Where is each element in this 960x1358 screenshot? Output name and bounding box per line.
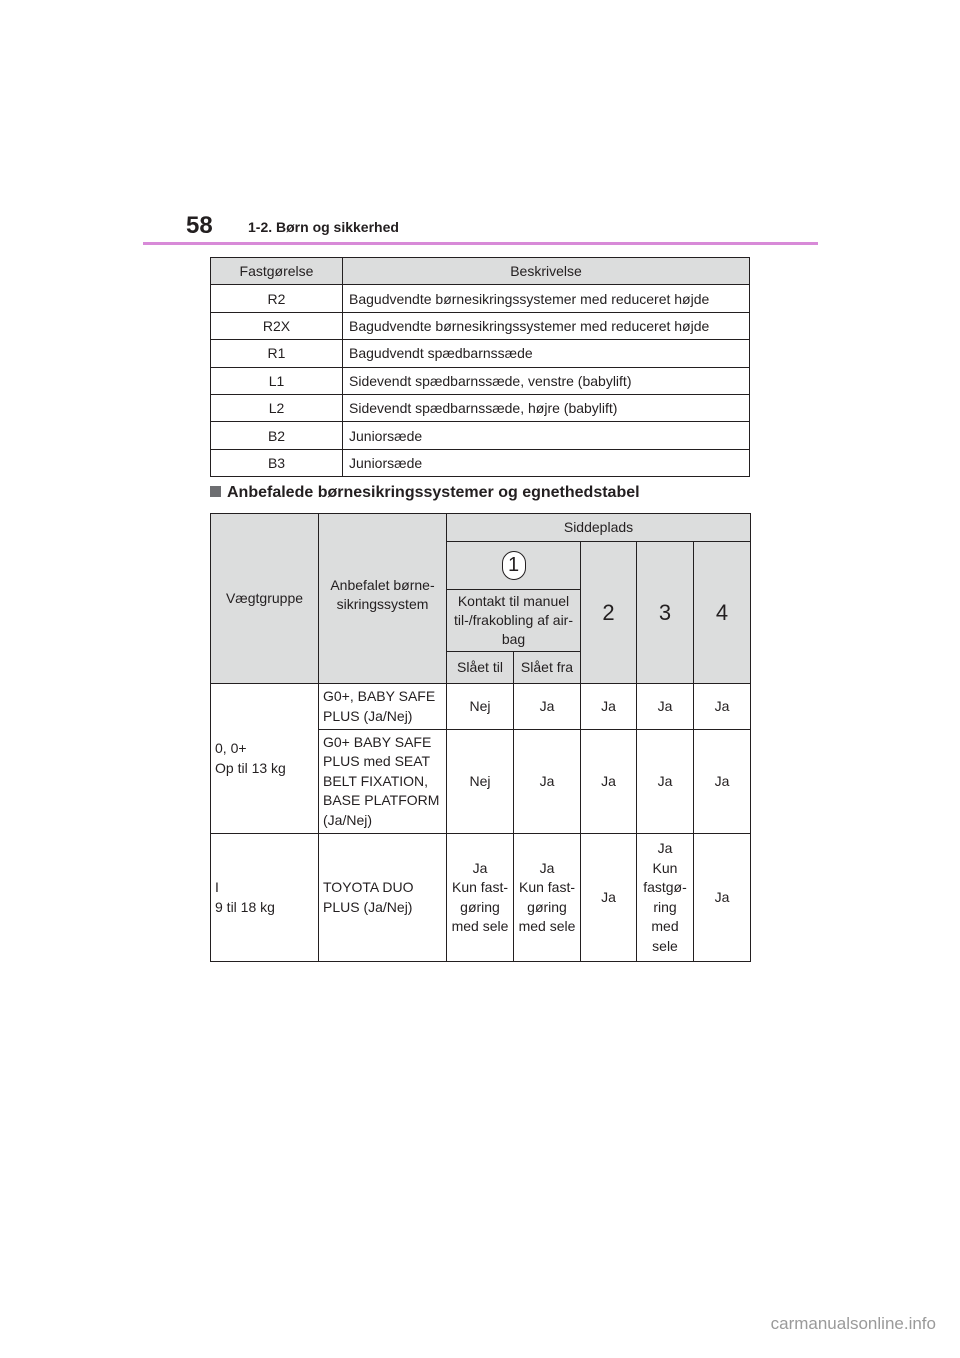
table-row [211,422,750,449]
table-cell: Sidevendt spædbarnssæde, venstre (babylift) [343,367,750,394]
table-row [211,285,750,312]
weight-group-header: Vægtgruppe [211,514,319,684]
recommend-heading-text: Anbefalede børnesikringssystemer og egnethedstabel [227,484,640,501]
seat-number-3: 3 [658,600,672,625]
column-header: Fastgørelse [211,258,343,285]
table-cell: L1 [211,367,343,394]
table-row [211,340,750,367]
header-rule [143,242,818,245]
table-cell: Sidevendt spædbarnssæde, højre (babylift) [343,394,750,421]
table-header-row [211,258,750,285]
recommend-heading [210,484,640,502]
value-cell: Ja [581,684,637,730]
system-header: Anbefalet børne-sikringssystem [319,514,447,684]
section-title: 1-2. Børn og sikkerhed [248,219,399,235]
table-header-row [211,514,751,542]
value-cell: Ja [694,834,751,962]
weight-cell: I 9 til 18 kg [211,834,319,962]
table-row [211,367,750,394]
seat-number-1: 1 [502,551,526,580]
column-header: Beskrivelse [343,258,750,285]
weight-cell: 0, 0+ Op til 13 kg [211,684,319,834]
table-cell: Bagudvendte børnesikringssystemer med reduceret højde [343,285,750,312]
seat-4-header [694,542,751,684]
seat-1-header [447,542,581,590]
table-cell: B3 [211,449,343,476]
table-row [211,312,750,339]
system-cell: G0+, BABY SAFE PLUS (Ja/Nej) [319,684,447,730]
table-cell: R1 [211,340,343,367]
table-cell: R2X [211,312,343,339]
table-row [211,834,751,962]
table-cell: Bagudvendte børnesikringssystemer med reduceret højde [343,312,750,339]
seat-2-header [581,542,637,684]
table-row [211,394,750,421]
value-cell: Ja [514,684,581,730]
square-bullet-icon [210,486,221,497]
page-number: 58 [186,212,213,239]
table-cell: Juniorsæde [343,449,750,476]
value-cell: Ja Kun fast-gøring med sele [447,834,514,962]
airbag-header: Kontakt til manuel til-/frakobling af air-bag [447,590,581,652]
value-cell: Nej [447,684,514,730]
table-cell: Bagudvendt spædbarnssæde [343,340,750,367]
value-cell: Ja [581,834,637,962]
table-cell: R2 [211,285,343,312]
recommend-table [210,513,751,962]
seat-number-2: 2 [602,600,615,625]
value-cell: Nej [447,730,514,834]
table-row [211,449,750,476]
fixture-table [210,257,750,477]
table-cell: B2 [211,422,343,449]
airbag-off-header: Slået fra [514,652,581,684]
seat-number-4: 4 [715,600,729,625]
table-row [211,684,751,730]
airbag-on-header: Slået til [447,652,514,684]
value-cell: Ja [694,684,751,730]
value-cell: Ja [514,730,581,834]
seat-header: Siddeplads [447,514,751,542]
value-cell: Ja [637,684,694,730]
value-cell: Ja [637,730,694,834]
system-cell: TOYOTA DUO PLUS (Ja/Nej) [319,834,447,962]
value-cell: Ja Kun fastgø-ring med sele [637,834,694,962]
table-cell: Juniorsæde [343,422,750,449]
watermark: carmanualsonline.info [770,1314,936,1333]
value-cell: Ja Kun fast-gøring med sele [514,834,581,962]
table-cell: L2 [211,394,343,421]
seat-3-header [637,542,694,684]
value-cell: Ja [581,730,637,834]
system-cell: G0+ BABY SAFE PLUS med SEAT BELT FIXATION, BASE PLATFORM (Ja/Nej) [319,730,447,834]
value-cell: Ja [694,730,751,834]
